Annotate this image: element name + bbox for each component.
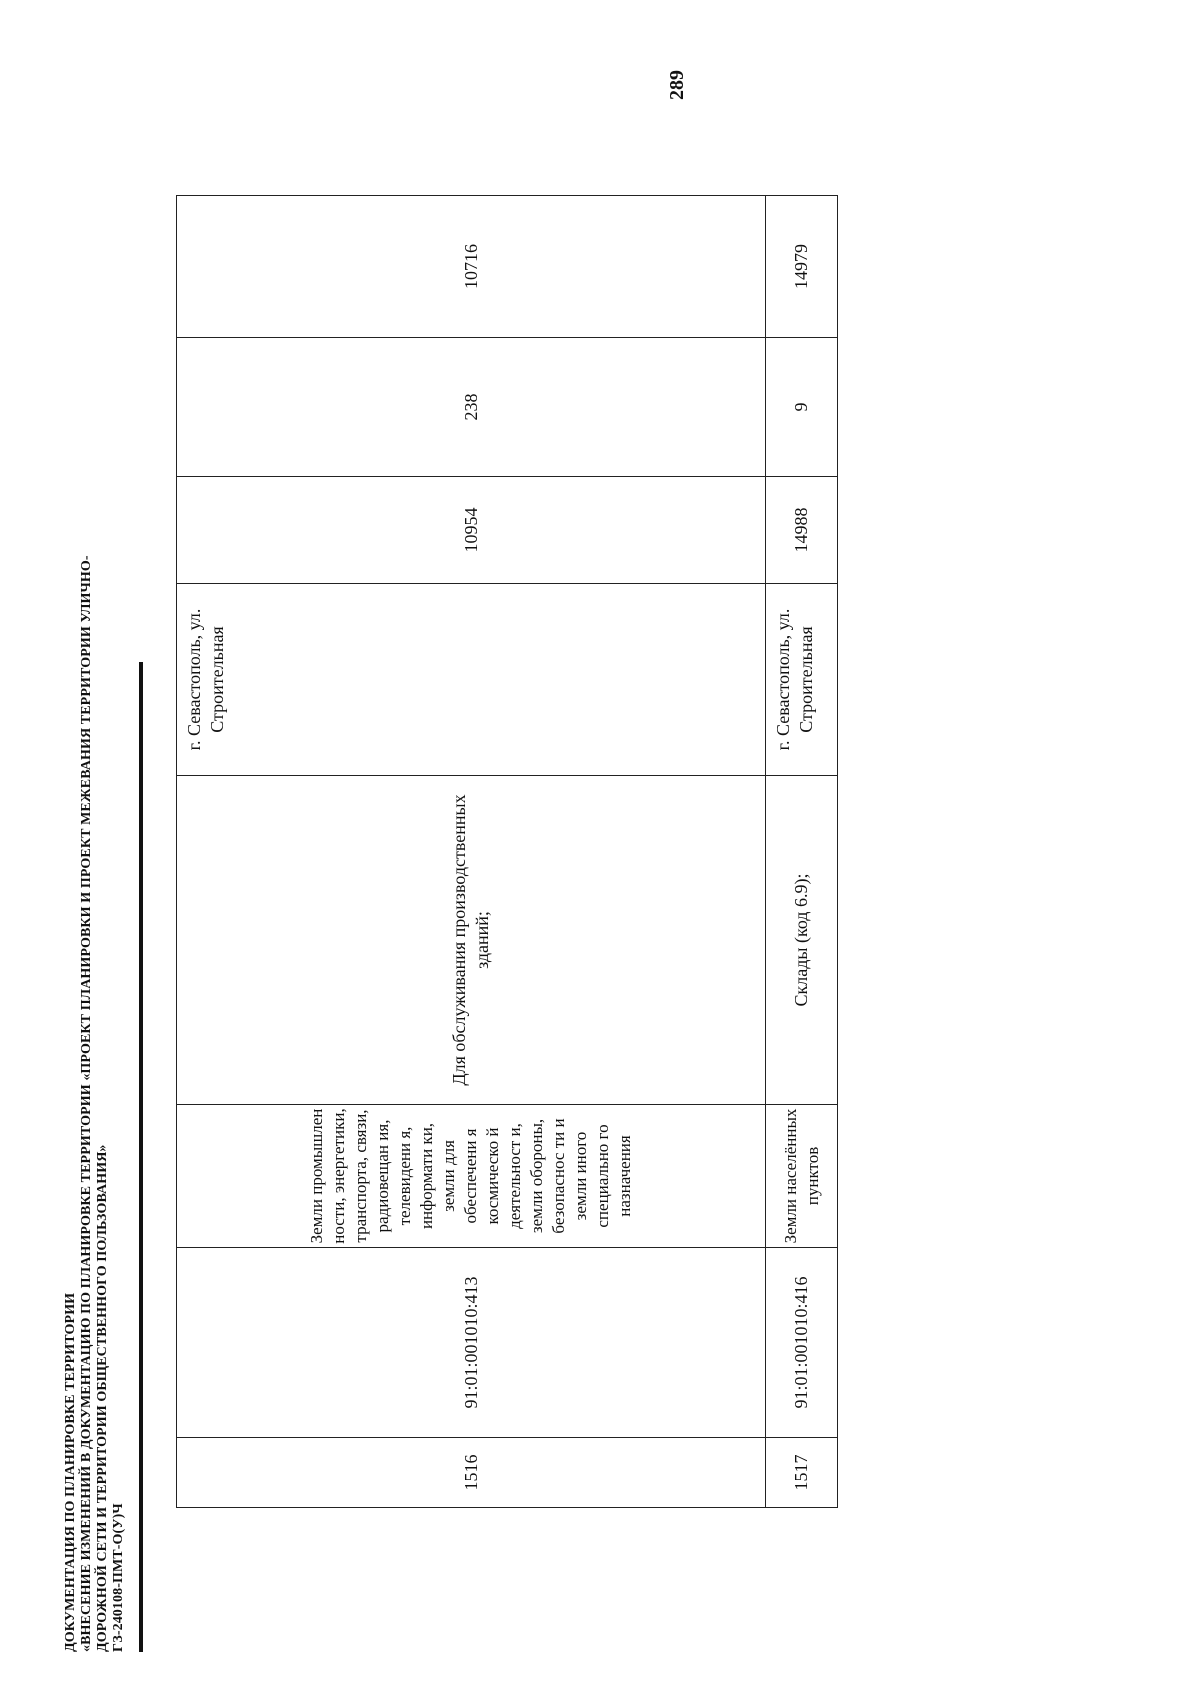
area-part: 9 [766,338,838,477]
rotated-page-content [55,57,905,1652]
header-line-1: ДОКУМЕНТАЦИЯ ПО ПЛАНИРОВКЕ ТЕРРИТОРИИ [63,1292,78,1652]
permitted-use: Для обслуживания производственных зданий; [177,776,766,1105]
row-number: 1516 [177,1438,766,1508]
address: г. Севастополь, ул. Строительная [766,584,838,776]
area-total: 10954 [177,477,766,584]
table-row [766,196,838,1508]
permitted-use: Склады (код 6.9); [766,776,838,1105]
row-number: 1517 [766,1438,838,1508]
land-category: Земли населённых пунктов [766,1105,838,1248]
document-header [63,555,127,1652]
table-row [177,196,766,1508]
cadastral-number: 91:01:001010:416 [766,1248,838,1438]
cadastral-number: 91:01:001010:413 [177,1248,766,1438]
header-line-2: «ВНЕСЕНИЕ ИЗМЕНЕНИЙ В ДОКУМЕНТАЦИЮ ПО ПЛАНИРОВКЕ ТЕРРИТОРИИ «ПРОЕКТ ПЛАНИРОВКИ И ПРОЕКТ МЕЖЕВАНИЯ ТЕРРИТОРИИ УЛИЧНО- [79,555,94,1652]
area-remaining: 14979 [766,196,838,338]
land-plots-table [176,195,838,1508]
header-rule [139,662,143,1652]
area-part: 238 [177,338,766,477]
land-category: Земли промышлен ности, энергетики, транспорта, связи, радиовещан ия, телевидени я, информати ки, земли для обеспечени я космическо й деятельност и, земли обороны, безопаснос ти и земли иного специально го назначения [177,1105,766,1248]
area-remaining: 10716 [177,196,766,338]
area-total: 14988 [766,477,838,584]
header-line-3: ДОРОЖНОЙ СЕТИ И ТЕРРИТОРИИ ОБЩЕСТВЕННОГО ПОЛЬЗОВАНИЯ» [95,1144,110,1652]
header-line-4: ГЗ-240108-ПМТ-О(У)Ч [111,1503,126,1652]
address: г. Севастополь, ул. Строительная [177,584,766,776]
page-number: 289 [666,70,688,100]
